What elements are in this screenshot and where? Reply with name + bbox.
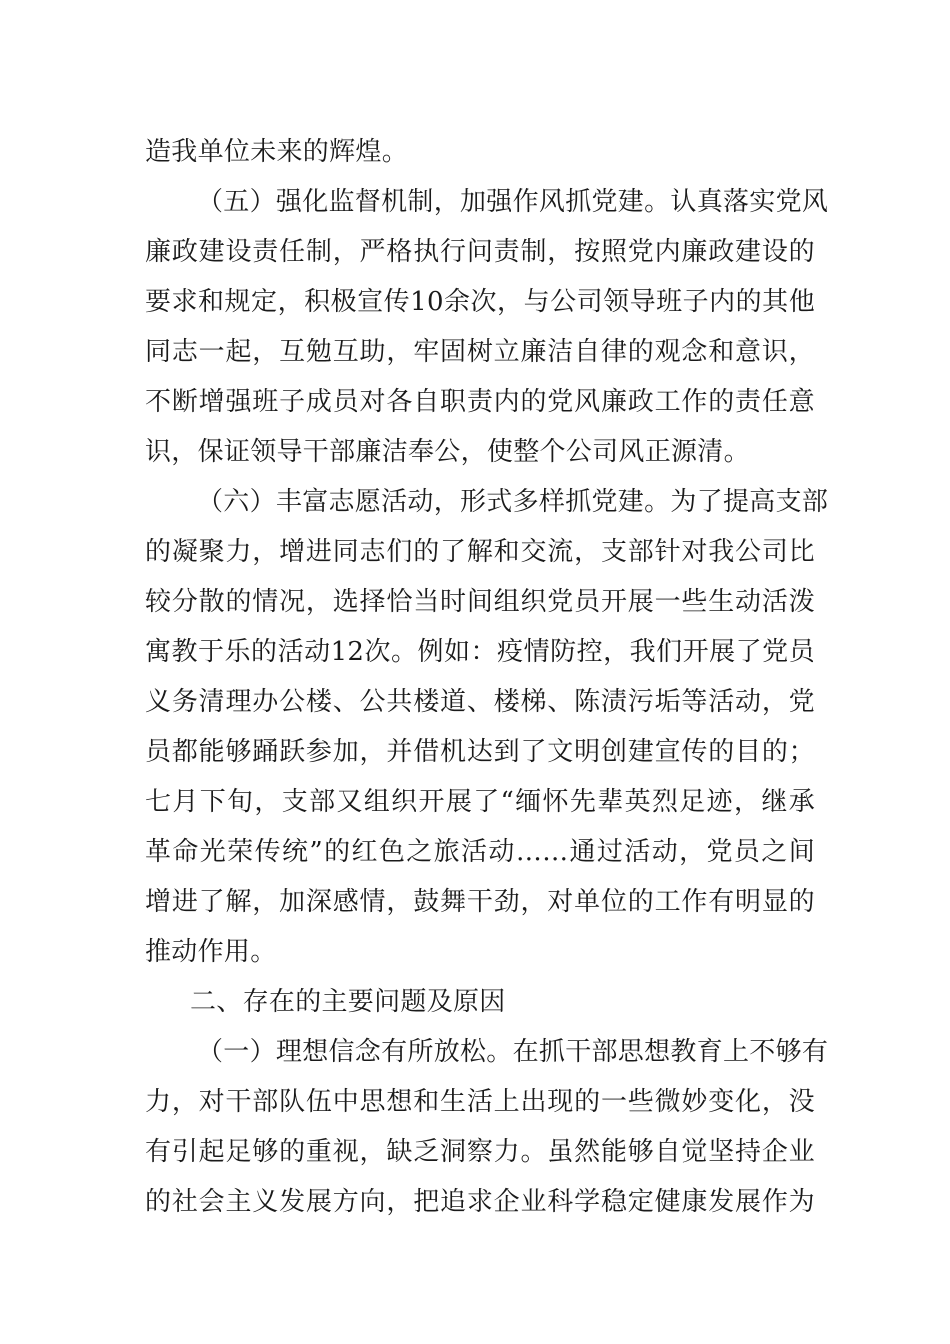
text-line: 识，保证领导干部廉洁奉公，使整个公司风正源清。 xyxy=(145,437,750,467)
section-heading: 二、存在的主要问题及原因 xyxy=(190,987,506,1017)
text-line: 义务清理办公楼、公共楼道、楼梯、陈渍污垢等活动，党 xyxy=(145,687,815,717)
text-line: 的凝聚力，增进同志们的了解和交流，支部针对我公司比 xyxy=(145,537,815,567)
text-line: 廉政建设责任制，严格执行问责制，按照党内廉政建设的 xyxy=(145,237,815,267)
text-line: 有引起足够的重视，缺乏洞察力。虽然能够自觉坚持企业 xyxy=(145,1137,815,1167)
text-line: 革命光荣传统”的红色之旅活动……通过活动，党员之间 xyxy=(145,837,815,867)
text-line: 力，对干部队伍中思想和生活上出现的一些微妙变化，没 xyxy=(145,1087,815,1117)
text-line: 员都能够踊跃参加，并借机达到了文明创建宣传的目的； xyxy=(145,737,815,767)
text-line: 推动作用。 xyxy=(145,937,277,967)
text-line: 要求和规定，积极宣传10余次，与公司领导班子内的其他 xyxy=(145,287,815,317)
text-line: 较分散的情况，选择恰当时间组织党员开展一些生动活泼 xyxy=(145,587,815,617)
text-line: 七月下旬，支部又组织开展了“缅怀先辈英烈足迹，继承 xyxy=(145,787,815,817)
paragraph-5-first-line: （五）强化监督机制，加强作风抓党建。认真落实党风 xyxy=(197,187,829,217)
text-line: 寓教于乐的活动12次。例如：疫情防控，我们开展了党员 xyxy=(145,637,815,667)
paragraph-6-first-line: （六）丰富志愿活动，形式多样抓党建。为了提高支部 xyxy=(197,487,829,517)
text-line: 增进了解，加深感情，鼓舞干劲，对单位的工作有明显的 xyxy=(145,887,815,917)
problem-1-first-line: （一）理想信念有所放松。在抓干部思想教育上不够有 xyxy=(197,1037,829,1067)
text-line: 的社会主义发展方向，把追求企业科学稳定健康发展作为 xyxy=(145,1187,815,1217)
text-line: 同志一起，互勉互助，牢固树立廉洁自律的观念和意识， xyxy=(145,337,815,367)
text-line: 造我单位未来的辉煌。 xyxy=(145,137,409,167)
text-line: 不断增强班子成员对各自职责内的党风廉政工作的责任意 xyxy=(145,387,815,417)
